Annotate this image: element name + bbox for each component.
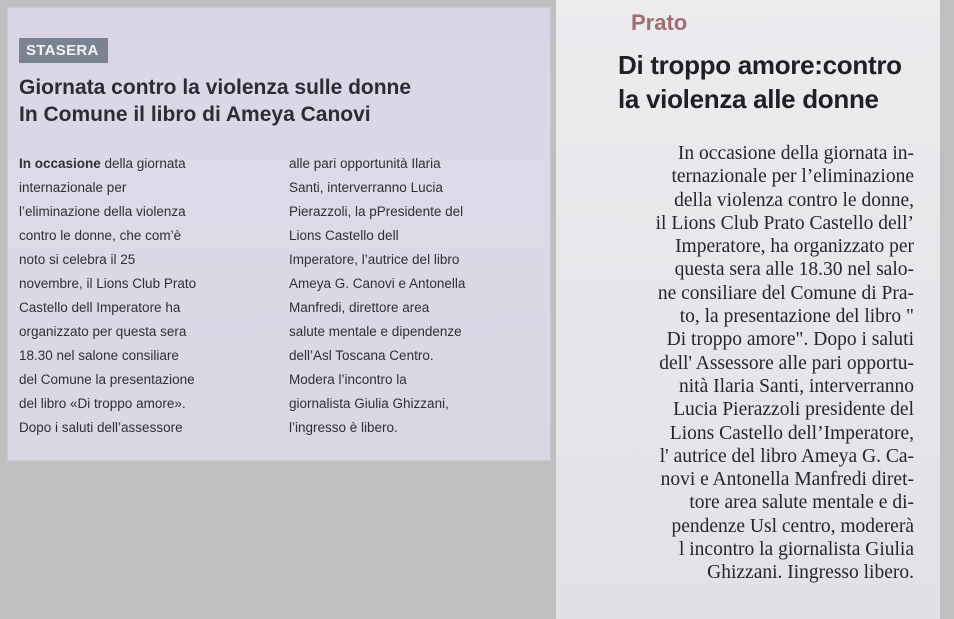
left-article-body: [19, 152, 539, 452]
article-line: novembre, il Lions Club Prato: [19, 276, 197, 291]
article-line: organizzato per questa sera: [19, 324, 187, 339]
article-line: questa sera alle 18.30 nel salo-: [674, 259, 914, 281]
article-line: del libro «Di troppo amore».: [19, 396, 186, 411]
right-article-body: [564, 142, 914, 585]
article-line: Imperatore, l’autrice del libro: [289, 252, 460, 267]
article-line: Di troppo amore". Dopo i saluti: [666, 329, 914, 351]
article-line: 18.30 nel salone consiliare: [19, 348, 179, 363]
left-headline-line: Giornata contro la violenza sulle donne: [19, 76, 412, 99]
left-headline: [19, 74, 539, 128]
article-line: ne consiliare del Comune di Pra-: [657, 282, 914, 304]
article-line: l' autrice del libro Ameya G. Ca-: [659, 445, 914, 467]
left-headline-line: In Comune il libro di Ameya Canovi: [19, 103, 371, 126]
article-line: il Lions Club Prato Castello dell’: [655, 212, 914, 234]
left-article-column-1: [19, 152, 274, 440]
article-line: Ameya G. Canovi e Antonella: [289, 276, 466, 291]
article-line: della violenza contro le donne,: [674, 189, 914, 211]
article-line: Modera l’incontro la: [289, 372, 407, 387]
article-line: l’ingresso è libero.: [289, 420, 398, 435]
article-line: l incontro la giornalista Giulia: [678, 539, 914, 561]
left-article-column-2: [289, 152, 539, 440]
right-newspaper-clipping: [556, 0, 940, 619]
article-line: nità Ilaria Santi, interverranno: [679, 375, 914, 397]
right-headline-line: Di troppo amore:contro: [618, 50, 902, 80]
article-line: l’eliminazione della violenza: [19, 204, 186, 219]
article-line: Dopo i saluti dell’assessore: [19, 420, 183, 435]
article-line: alle pari opportunità Ilaria: [289, 156, 441, 171]
article-line: tore area salute mentale e di-: [689, 492, 914, 514]
article-line: Lucia Pierazzoli presidente del: [673, 399, 914, 421]
stasera-badge: STASERA: [19, 38, 108, 63]
article-line: novi e Antonella Manfredi diret-: [660, 469, 914, 491]
left-newspaper-clipping: [8, 8, 550, 460]
article-line: Manfredi, direttore area: [289, 300, 430, 315]
article-line: del Comune la presentazione: [19, 372, 195, 387]
article-line: dell' Assessore alle pari opportu-: [659, 352, 914, 374]
article-line: Santi, interverranno Lucia: [289, 180, 443, 195]
article-line: internazionale per: [19, 180, 127, 195]
article-line: Pierazzoli, la pPresidente del: [289, 204, 464, 219]
article-line: ternazionale per l’eliminazione: [671, 166, 914, 188]
article-line: Imperatore, ha organizzato per: [675, 236, 914, 258]
article-line: In occasione della giornata: [19, 156, 186, 171]
right-headline-line: la violenza alle donne: [618, 84, 879, 114]
article-line: In occasione della giornata in-: [677, 143, 914, 164]
article-line: pendenze Usl centro, modererà: [671, 515, 914, 537]
article-line: salute mentale e dipendenze: [289, 324, 462, 339]
right-headline: [618, 48, 938, 116]
article-line: Ghizzani. Iingresso libero.: [707, 562, 914, 584]
article-line: noto si celebra il 25: [19, 252, 136, 267]
article-line: Lions Castello dell’Imperatore,: [669, 422, 914, 444]
article-line: to, la presentazione del libro ": [679, 306, 914, 328]
article-line: dell’Asl Toscana Centro.: [289, 348, 434, 363]
article-line: contro le donne, che com’è: [19, 228, 182, 243]
article-line: Castello dell Imperatore ha: [19, 300, 181, 315]
article-line: Lions Castello dell: [289, 228, 399, 243]
section-label: Prato: [631, 10, 688, 35]
article-line: giornalista Giulia Ghizzani,: [289, 396, 449, 411]
